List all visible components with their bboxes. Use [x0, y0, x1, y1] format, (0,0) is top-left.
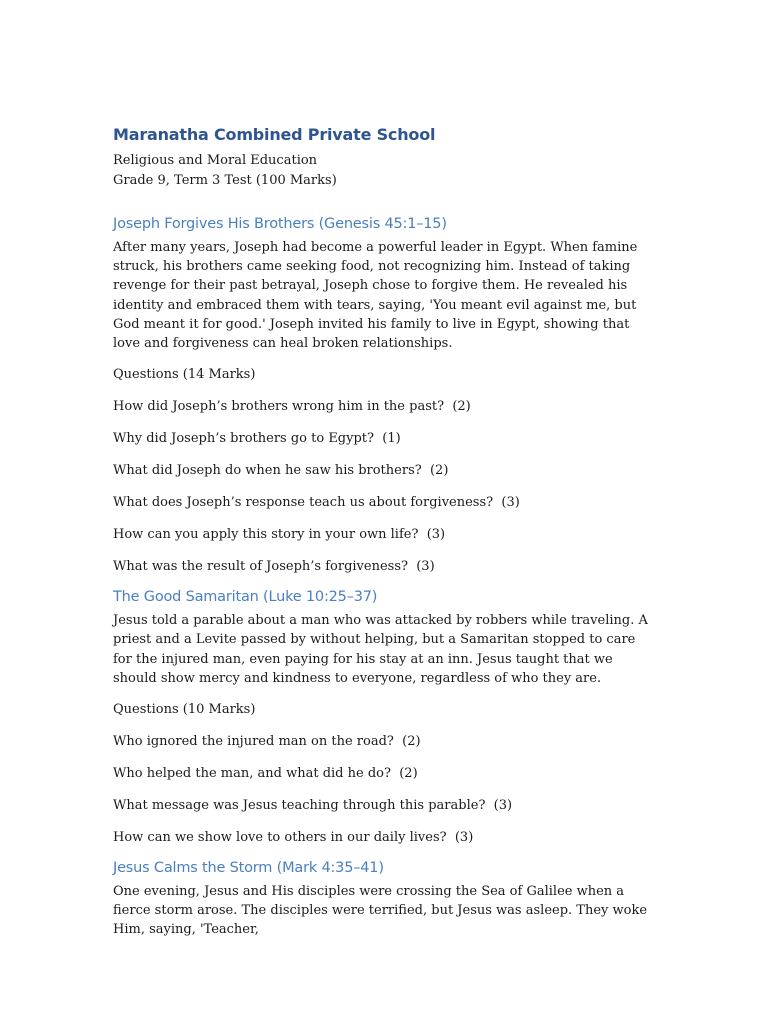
question-item: Who helped the man, and what did he do? (2) — [113, 766, 418, 782]
question-item: What did Joseph do when he saw his brothers? (2) — [113, 463, 449, 479]
section-passage: Jesus told a parable about a man who was attacked by robbers while traveling. A priest and a Levite passed by without helping, but a Samaritan stopped to care for the injured man, even paying for his stay at an inn. Jesus taught that we should show mercy and kindness to everyone, regardless of who they are. — [113, 613, 648, 686]
section-heading: Joseph Forgives His Brothers (Genesis 45:1–15) — [113, 216, 447, 232]
test-line: Grade 9, Term 3 Test (100 Marks) — [113, 173, 337, 188]
question-item: What message was Jesus teaching through this parable? (3) — [113, 798, 513, 814]
section-joseph — [113, 214, 658, 577]
section-passage: After many years, Joseph had become a powerful leader in Egypt. When famine struck, his brothers came seeking food, not recognizing him. Instead of taking revenge for their past betrayal, Joseph chose to forgive them. He revealed his identity and embraced them with tears, saying, 'You meant evil against me, but God meant it for good.' Joseph invited his family to live in Egypt, showing that love and forgiveness can heal broken relationships. — [113, 240, 638, 352]
questions-label: Questions (14 Marks) — [113, 367, 256, 383]
subject-line: Religious and Moral Education — [113, 153, 318, 168]
question-item: How can we show love to others in our daily lives? (3) — [113, 830, 474, 846]
question-item: How did Joseph’s brothers wrong him in the past? (2) — [113, 399, 471, 415]
section-heading: Jesus Calms the Storm (Mark 4:35–41) — [113, 860, 384, 877]
question-item: What was the result of Joseph’s forgiveness? (3) — [113, 559, 435, 575]
question-item: How can you apply this story in your own life? (3) — [113, 527, 446, 543]
section-passage: One evening, Jesus and His disciples were crossing the Sea of Galilee when a fierce storm arose. The disciples were terrified, but Jesus was asleep. They woke Him, saying, 'Teacher, — [113, 884, 648, 938]
section-heading: The Good Samaritan (Luke 10:25–37) — [113, 589, 378, 606]
school-name: Maranatha Combined Private School — [113, 125, 436, 144]
question-item: Why did Joseph’s brothers go to Egypt? (1) — [113, 431, 401, 447]
question-item: Who ignored the injured man on the road? (2) — [113, 734, 421, 750]
section-calms-storm — [113, 858, 658, 940]
question-item: What does Joseph’s response teach us about forgiveness? (3) — [113, 495, 520, 511]
questions-label: Questions (10 Marks) — [113, 702, 256, 718]
document-page — [113, 124, 658, 940]
section-good-samaritan — [113, 587, 658, 848]
